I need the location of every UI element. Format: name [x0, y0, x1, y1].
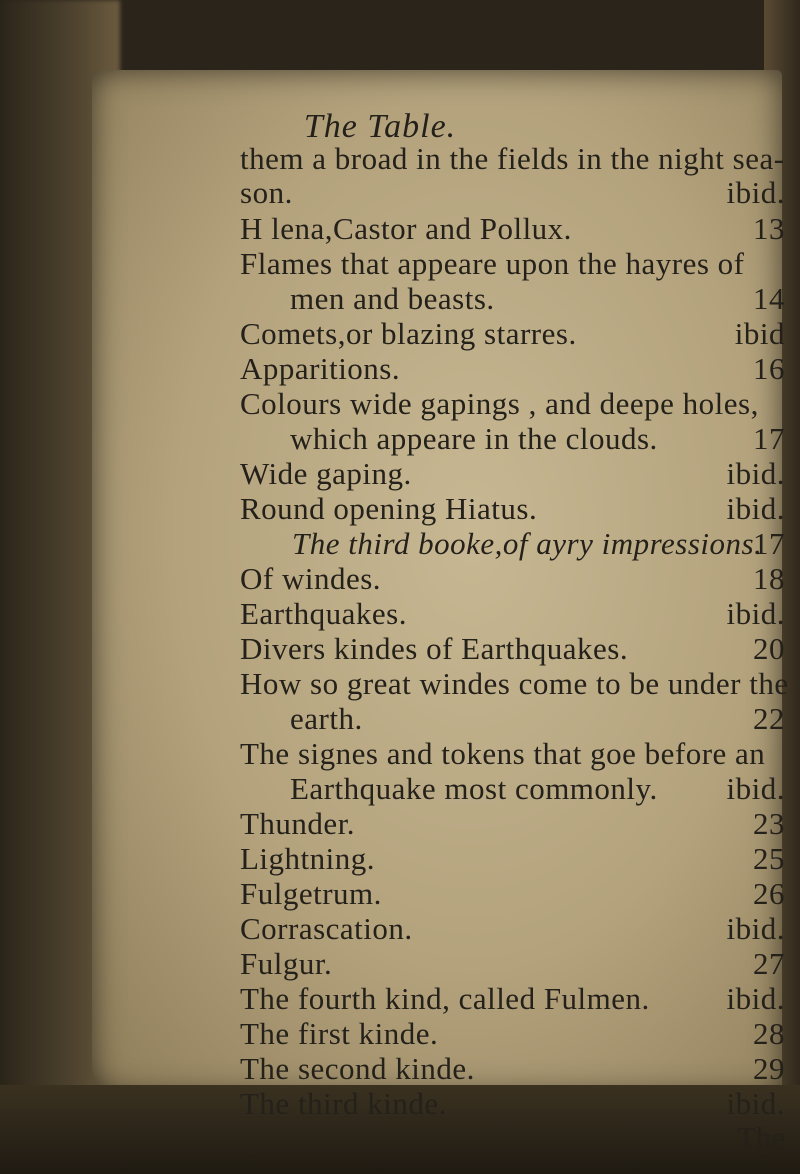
entry-page: ibid. [726, 1086, 785, 1121]
entry-page: 17 [753, 421, 785, 456]
entry-text: Lightning. [240, 841, 376, 876]
entry-page: 14 [753, 281, 785, 316]
entry-page: 23 [753, 806, 785, 841]
entry-text: Comets,or blazing starres. [240, 316, 577, 351]
entry-text: Earthquakes. [240, 596, 407, 631]
entry-text: Of windes. [240, 561, 382, 596]
entry-text: men and beasts. [290, 281, 495, 316]
entry-text: The fourth kind, called Fulmen. [240, 981, 650, 1016]
entry-page: 18 [753, 561, 785, 596]
entry-page: 29 [753, 1051, 785, 1086]
entry-text: Wide gaping. [240, 456, 412, 491]
entry-page: 16 [753, 351, 785, 386]
entry-page: 22 [753, 701, 785, 736]
entry-text: Fulgetrum. [240, 876, 382, 911]
entry-text: them a broad in the fields in the night sea- [240, 141, 785, 176]
running-head: The Table. [303, 108, 457, 145]
entry-text: earth. [290, 701, 363, 736]
catchword: The [736, 1120, 785, 1155]
entry-text: Round opening Hiatus. [240, 491, 538, 526]
entry-page: ibid. [726, 981, 785, 1016]
entry-text: How so great windes come to be under the [240, 666, 789, 701]
entry-page: ibid [734, 316, 785, 351]
entry-text: which appeare in the clouds. [290, 421, 658, 456]
entry-page: 13 [753, 211, 785, 246]
entry-text: Divers kindes of Earthquakes. [240, 631, 629, 666]
entry-page: 20 [753, 631, 785, 666]
entry-text: The signes and tokens that goe before an [240, 736, 766, 771]
entry-text: The third booke,of ayry impressions. [292, 526, 763, 561]
entry-text: The first kinde. [240, 1016, 439, 1051]
entry-page: 17 [753, 526, 785, 561]
entry-text: The third kinde. [240, 1086, 447, 1121]
entry-page: 27 [753, 946, 785, 981]
entry-page: ibid. [726, 771, 785, 806]
entry-page: ibid. [726, 456, 785, 491]
entry-text: son. [240, 175, 293, 210]
entry-page: 28 [753, 1016, 785, 1051]
entry-text: Apparitions. [240, 351, 401, 386]
entry-page: ibid. [726, 596, 785, 631]
entry-text: Thunder. [240, 806, 356, 841]
entry-text: Fulgur. [240, 946, 333, 981]
entry-text: Colours wide gapings , and deepe holes, [240, 386, 759, 421]
entry-text: Flames that appeare upon the hayres of [240, 246, 745, 281]
entry-page: ibid. [726, 175, 785, 210]
table-page [240, 90, 800, 1155]
entry-page: ibid. [726, 911, 785, 946]
entry-page: ibid. [726, 491, 785, 526]
entry-text: The second kinde. [240, 1051, 475, 1086]
entry-text: Earthquake most commonly. [290, 771, 658, 806]
entry-page: 25 [753, 841, 785, 876]
entry-text: Corrascation. [240, 911, 413, 946]
entry-page: 26 [753, 876, 785, 911]
entry-text: H lena,Castor and Pollux. [240, 211, 572, 246]
